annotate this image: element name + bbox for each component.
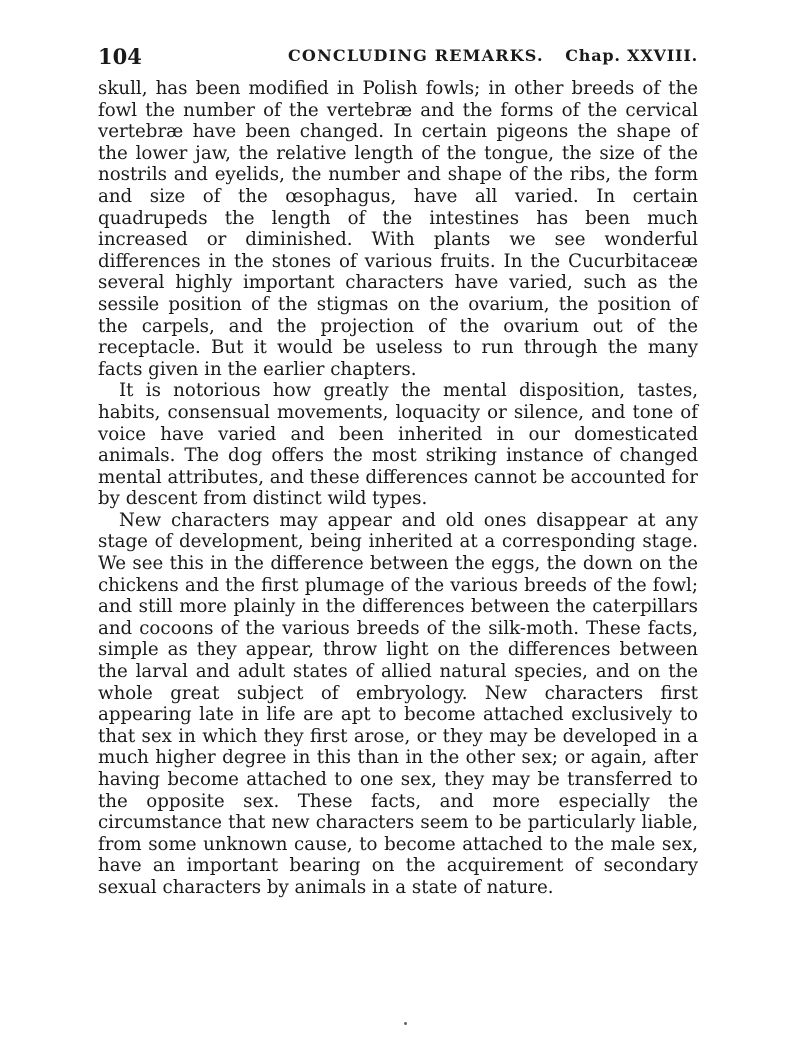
paper-speck (404, 1022, 407, 1025)
body-text (98, 78, 698, 899)
paragraph-2: It is notorious how greatly the mental disposition, tastes, habits, consensual movements, loquacity or silence, and tone of voice have varied and been inherited in our domesticated animals. The dog offers the most striking instance of changed mental attributes, and these differences cannot be accounted for by descent from distinct wild types. (98, 380, 698, 510)
book-page (98, 38, 698, 899)
paragraph-1: skull, has been modified in Polish fowls; in other breeds of the fowl the number of the vertebræ and the forms of the cervical vertebræ have been changed. In certain pigeons the shape of the lower jaw, the relative length of the tongue, the size of the nostrils and eyelids, the number and shape of the ribs, the form and size of the œsophagus, have all varied. In certain quadrupeds the length of the intestines has been much increased or diminished. With plants we see wonderful differences in the stones of various fruits. In the Cucurbitaceæ several highly important characters have varied, such as the sessile position of the stigmas on the ovarium, the position of the carpels, and the projection of the ovarium out of the receptacle. But it would be useless to run through the many facts given in the earlier chapters. (98, 78, 698, 380)
running-title: CONCLUDING REMARKS. (288, 46, 544, 65)
paragraph-3: New characters may appear and old ones disappear at any stage of development, being inherited at a corresponding stage. We see this in the difference between the eggs, the down on the chickens and the first plumage of the various breeds of the fowl; and still more plainly in the differences between the caterpillars and cocoons of the various breeds of the silk-moth. These facts, simple as they appear, throw light on the differences between the larval and adult states of allied natural species, and on the whole great subject of embryology. New characters first appearing late in life are apt to become attached exclusively to that sex in which they first arose, or they may be developed in a much higher degree in this than in the other sex; or again, after having become attached to one sex, they may be transferred to the opposite sex. These facts, and more especially the circumstance that new characters seem to be particularly liable, from some unknown cause, to become attached to the male sex, have an important bearing on the acquirement of secondary sexual characters by animals in a state of nature. (98, 509, 698, 898)
page-number: 104 (98, 44, 142, 69)
chapter-label: Chap. XXVIII. (565, 46, 698, 65)
running-head (98, 38, 698, 78)
